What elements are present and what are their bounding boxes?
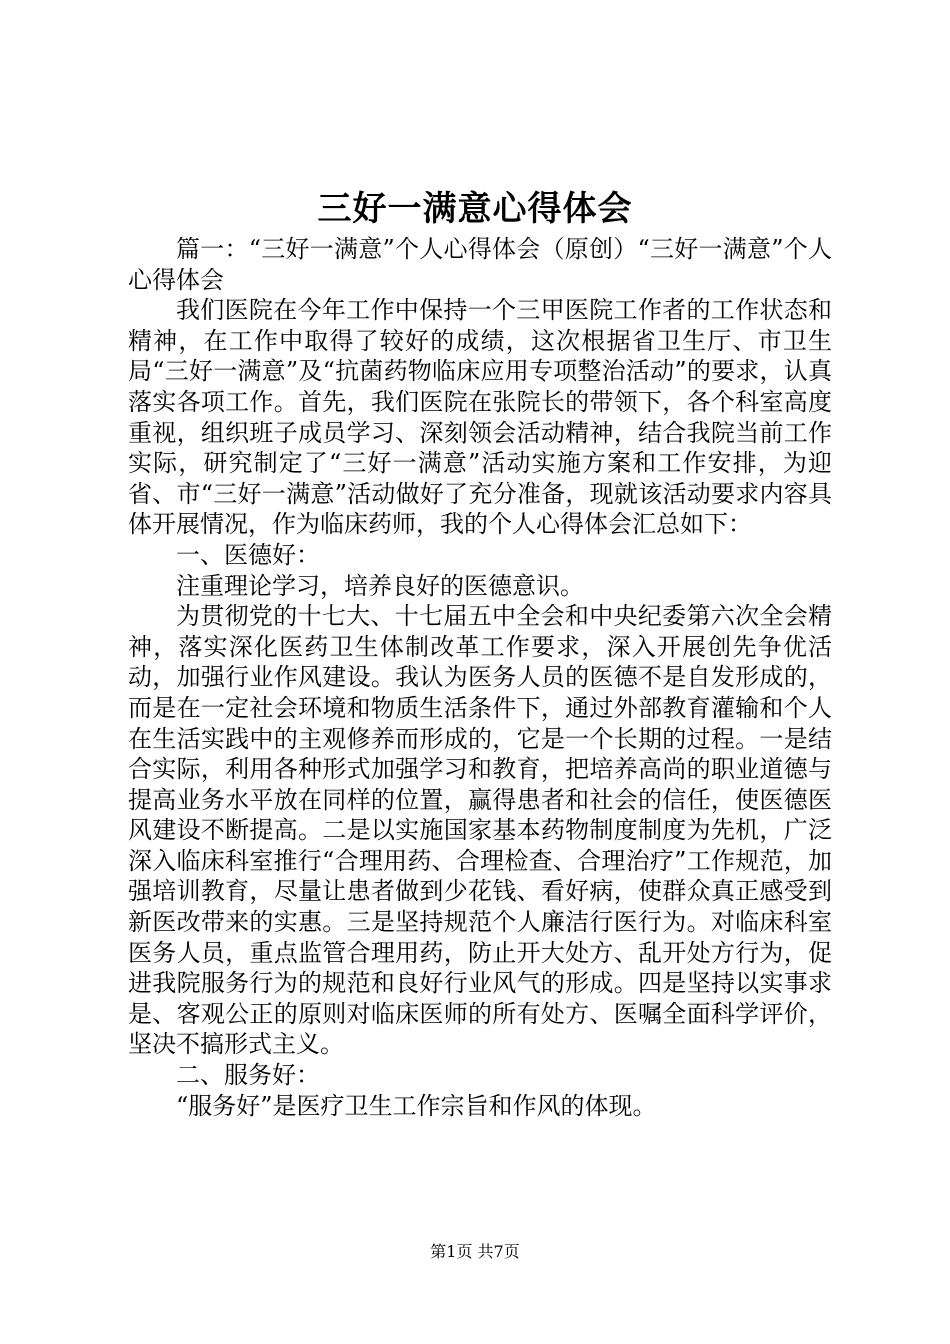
paragraph-intro: 我们医院在今年工作中保持一个三甲医院工作者的工作状态和精神，在工作中取得了较好的成绩，这次根据省卫生厅、市卫生局“三好一满意”及“抗菌药物临床应用专项整治活动”的要求，认真落实各项工作。首先，我们医院在张院长的带领下，各个科室高度重视，组织班子成员学习、深刻领会活动精神，结合我院当前工作实际，研究制定了“三好一满意”活动实施方案和工作安排，为迎省、市“三好一满意”活动做好了充分准备，现就该活动要求内容具体开展情况，作为临床药师，我的个人心得体会汇总如下：	[128, 296, 832, 539]
document-title: 三好一满意心得体会	[317, 189, 633, 229]
paragraph-ethics-summary: 注重理论学习，培养良好的医德意识。	[176, 571, 584, 600]
document-body	[128, 234, 832, 1121]
section-heading-service: 二、服务好：	[176, 1061, 320, 1090]
section-heading-medical-ethics: 一、医德好：	[176, 540, 320, 569]
paragraph-service-summary: “服务好”是医疗卫生工作宗旨和作风的体现。	[176, 1091, 657, 1120]
paragraph-ethics-detail: 为贯彻党的十七大、十七届五中全会和中央纪委第六次全会精神，落实深化医药卫生体制改革工作要求，深入开展创先争优活动，加强行业作风建设。我认为医务人员的医德不是自发形成的，而是在一定社会环境和物质生活条件下，通过外部教育灌输和个人在生活实践中的主观修养而形成的，它是一个长期的过程。一是结合实际，利用各种形式加强学习和教育，把培养高尚的职业道德与提高业务水平放在同样的位置，赢得患者和社会的信任，使医德医风建设不断提高。二是以实施国家基本药物制度制度为先机，广泛深入临床科室推行“合理用药、合理检查、合理治疗”工作规范，加强培训教育，尽量让患者做到少花钱、看好病，使群众真正感受到新医改带来的实惠。三是坚持规范个人廉洁行医行为。对临床科室医务人员，重点监管合理用药，防止开大处方、乱开处方行为，促进我院服务行为的规范和良好行业风气的形成。四是坚持以实事求是、客观公正的原则对临床医师的所有处方、医嘱全面科学评价，坚决不搞形式主义。	[128, 602, 832, 1059]
page-footer: 第1页 共7页	[430, 1242, 520, 1261]
paragraph-heading-article-one: 篇一：“三好一满意”个人心得体会（原创）“三好一满意”个人心得体会	[128, 235, 832, 294]
